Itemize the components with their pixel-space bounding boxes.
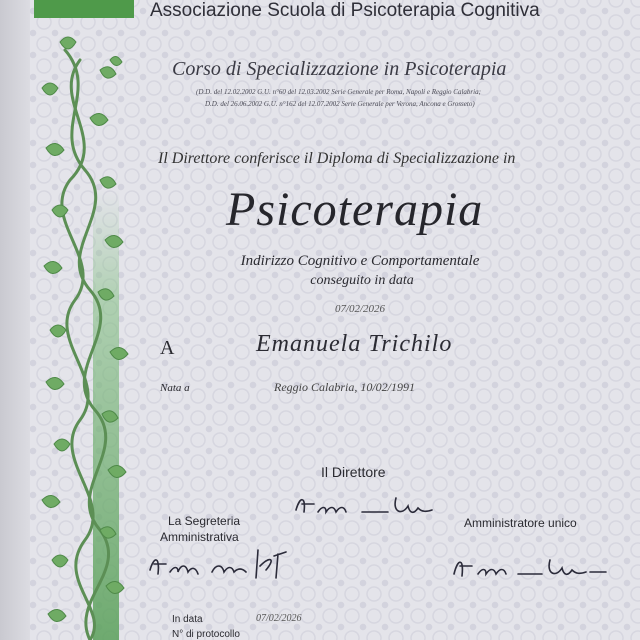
in-data-value: 07/02/2026 <box>256 613 302 624</box>
ivy-vine-decoration <box>30 30 140 640</box>
recipient-name: Emanuela Trichilo <box>256 331 453 357</box>
in-data-label: In data <box>172 614 203 625</box>
protocollo-label: N° di protocollo <box>172 629 240 640</box>
director-signature <box>292 492 442 520</box>
paper-left-edge <box>0 0 30 640</box>
segreteria-signature <box>146 546 296 582</box>
course-title: Corso di Specializzazione in Psicoterapia <box>172 58 507 80</box>
admin-label: Amministratore unico <box>464 516 577 530</box>
director-label: Il Direttore <box>321 464 386 480</box>
specialization-address: Indirizzo Cognitivo e Comportamentale <box>240 253 480 269</box>
recipient-label: A <box>160 337 175 359</box>
born-label: Nata a <box>160 382 190 394</box>
organization-name: Associazione Scuola di Psicoterapia Cognitiva <box>150 0 540 21</box>
logo-strip <box>34 0 134 18</box>
conseguito-text: conseguito in data <box>310 273 414 288</box>
decree-line-2: D.D. del 26.06.2002 G.U. n°162 del 12.07.2002 Serie Generale per Verona, Ancona e Grosseto) <box>205 100 475 108</box>
segreteria-label-line1: La Segreteria <box>168 514 241 528</box>
admin-signature <box>450 552 610 582</box>
diploma-title: Psicoterapia <box>226 183 484 236</box>
born-value: Reggio Calabria, 10/02/1991 <box>274 380 415 394</box>
segreteria-label-line2: Amministrativa <box>160 530 239 544</box>
conseguito-date: 07/02/2026 <box>334 303 386 315</box>
confers-text: Il Direttore conferisce il Diploma di Specializzazione in <box>158 150 516 167</box>
decree-line-1: (D.D. del 12.02.2002 G.U. n°60 del 12.03.2002 Serie Generale per Roma, Napoli e Reggio Calabria; <box>196 88 481 96</box>
